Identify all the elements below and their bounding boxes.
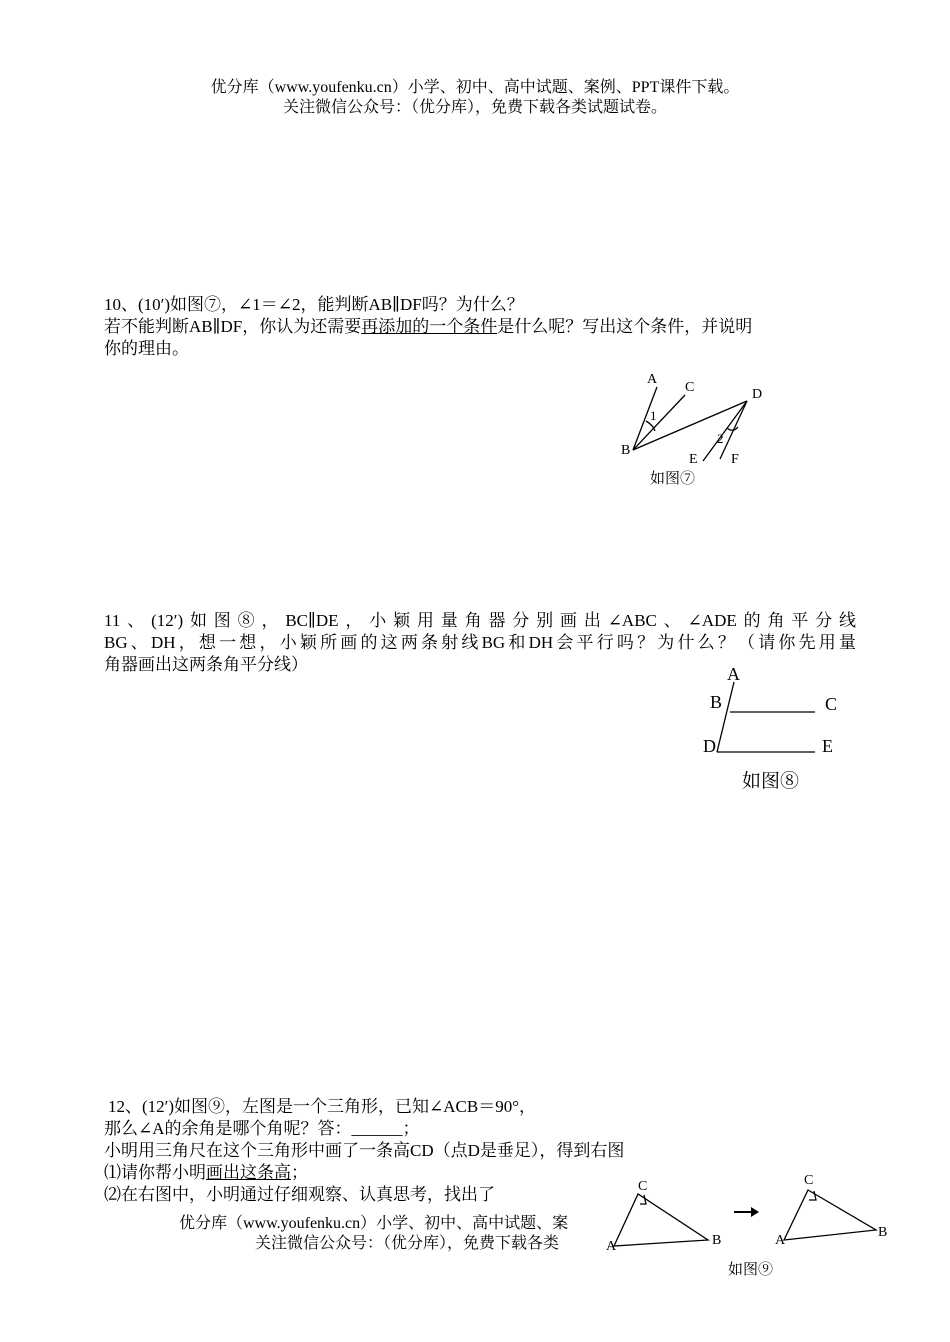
q11-line-2: BG、DH，想一想，小颖所画的这两条射线BG和DH会平行吗？为什么？（请你先用量 bbox=[104, 633, 856, 652]
header-line-1: 优分库（www.youfenku.cn）小学、初中、高中试题、案例、PPT课件下载。 bbox=[210, 79, 740, 96]
label-f: F bbox=[731, 452, 739, 467]
right-label-a: A bbox=[775, 1233, 786, 1248]
q12-underlined-phrase: 画出这条高 bbox=[206, 1163, 291, 1182]
q10-underlined-phrase: 再添加的一个条件 bbox=[361, 317, 498, 336]
q12-line-3: 小明用三角尺在这个三角形中画了一条高CD（点D是垂足），得到右图 bbox=[104, 1141, 625, 1160]
label-e: E bbox=[822, 736, 833, 756]
arrow-icon bbox=[751, 1207, 759, 1217]
q10-line-1: 10、(10′)如图⑦，∠1＝∠2，能判断AB∥DF吗？为什么？ bbox=[104, 295, 524, 314]
label-d: D bbox=[703, 736, 716, 756]
q11-line-3: 角器画出这两条角平分线） bbox=[104, 655, 308, 674]
label-angle-1: 1 bbox=[650, 408, 657, 423]
left-label-b: B bbox=[712, 1233, 722, 1248]
q12-item-1 bbox=[104, 1162, 308, 1184]
answer-blank: ______ bbox=[351, 1119, 403, 1138]
figure-9 bbox=[598, 1168, 898, 1283]
q12-item-1-post: ； bbox=[291, 1163, 308, 1182]
label-e: E bbox=[689, 452, 698, 467]
footer-line-2: 关注微信公众号：（优分库），免费下载各类 bbox=[255, 1235, 560, 1252]
right-triangle bbox=[784, 1190, 876, 1240]
label-c: C bbox=[685, 380, 695, 395]
label-angle-2: 2 bbox=[717, 431, 724, 446]
q10-line-2-pre: 若不能判断AB∥DF，你认为还需要 bbox=[104, 317, 362, 336]
header-line-2: 关注微信公众号：（优分库），免费下载各类试题试卷。 bbox=[282, 99, 667, 116]
footer-line-1: 优分库（www.youfenku.cn）小学、初中、高中试题、案 bbox=[179, 1215, 569, 1232]
label-b: B bbox=[621, 443, 631, 458]
line-bc bbox=[633, 395, 685, 450]
figure-8 bbox=[700, 662, 850, 797]
right-label-c: C bbox=[804, 1173, 814, 1188]
label-a: A bbox=[647, 372, 658, 387]
label-d: D bbox=[752, 387, 763, 402]
q12-line-2 bbox=[104, 1118, 420, 1140]
q12-line-2-pre: 那么∠A的余角是哪个角呢？答： bbox=[104, 1119, 352, 1138]
label-a: A bbox=[727, 664, 740, 684]
q10-line-2 bbox=[104, 316, 752, 338]
angle-2-arc bbox=[727, 427, 738, 430]
q10-line-2-post: 是什么呢？写出这个条件，并说明 bbox=[497, 317, 753, 336]
label-c: C bbox=[825, 694, 838, 714]
q10-line-3: 你的理由。 bbox=[104, 339, 189, 358]
q12-line-1: 12、(12′)如图⑨，左图是一个三角形，已知∠ACB＝90°， bbox=[108, 1097, 537, 1116]
right-label-b: B bbox=[878, 1225, 888, 1240]
figure-9-caption: 如图⑨ bbox=[728, 1262, 774, 1278]
label-b: B bbox=[710, 692, 723, 712]
q12-item-1-pre: ⑴请你帮小明 bbox=[104, 1163, 206, 1182]
q12-item-2: ⑵在右图中，小明通过仔细观察、认真思考，找出了 bbox=[104, 1185, 495, 1204]
figure-7 bbox=[615, 365, 775, 495]
left-label-c: C bbox=[638, 1179, 648, 1194]
figure-7-caption: 如图⑦ bbox=[650, 471, 696, 487]
q12-line-2-post: ； bbox=[402, 1119, 420, 1138]
left-label-a: A bbox=[606, 1239, 617, 1254]
figure-8-caption: 如图⑧ bbox=[742, 771, 800, 792]
q11-line-1: 11、(12′)如图⑧，BC∥DE，小颖用量角器分别画出∠ABC、∠ADE的角平分线 bbox=[104, 611, 856, 630]
